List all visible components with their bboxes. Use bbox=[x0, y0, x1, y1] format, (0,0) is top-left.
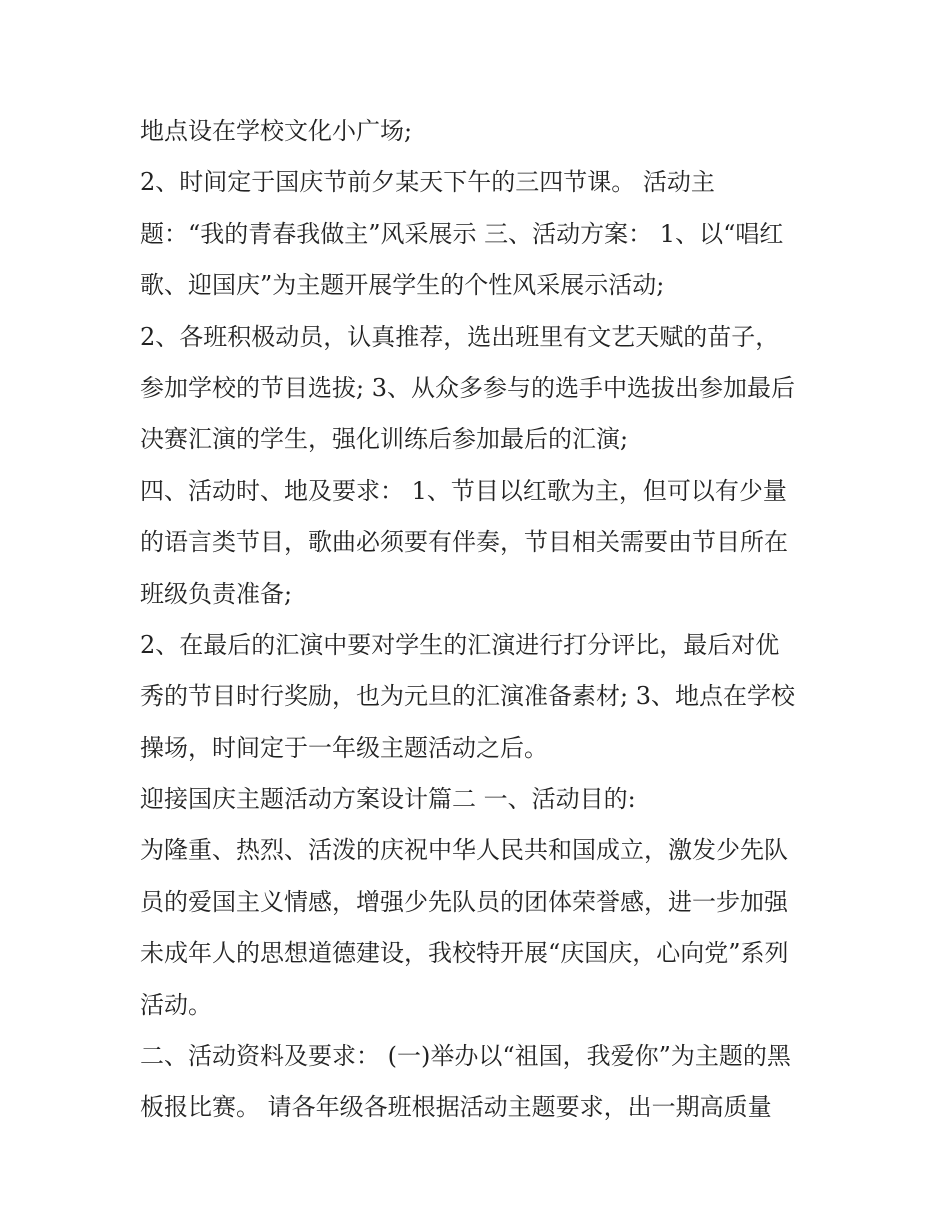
text-line: 二、活动资料及要求： (一)举办以“祖国，我爱你”为主题的黑 bbox=[140, 1042, 791, 1071]
text-line: 秀的节目时行奖励，也为元旦的汇演准备素材; 3、地点在学校 bbox=[140, 682, 795, 711]
section-heading: 迎接国庆主题活动方案设计篇二 一、活动目的: bbox=[140, 785, 636, 814]
text-line: 为隆重、热烈、活泼的庆祝中华人民共和国成立，激发少先队 bbox=[140, 836, 788, 865]
text-line: 板报比赛。 请各年级各班根据活动主题要求，出一期高质量 bbox=[140, 1093, 772, 1122]
text-line: 参加学校的节目选拔; 3、从众多参与的选手中选拔出参加最后 bbox=[140, 373, 795, 402]
text-line: 2、在最后的汇演中要对学生的汇演进行打分评比，最后对优 bbox=[140, 630, 780, 659]
text-line: 的语言类节目，歌曲必须要有伴奏，节目相关需要由节目所在 bbox=[140, 528, 788, 557]
text-line: 题：“我的青春我做主”风采展示 三、活动方案： 1、以“唱红 bbox=[140, 219, 784, 248]
text-line: 地点设在学校文化小广场; bbox=[140, 117, 413, 145]
text-line: 2、各班积极动员，认真推荐，选出班里有文艺天赋的苗子， bbox=[140, 322, 780, 351]
text-line: 2、时间定于国庆节前夕某天下午的三四节课。 活动主 bbox=[140, 168, 715, 197]
text-line: 决赛汇演的学生，强化训练后参加最后的汇演; bbox=[140, 425, 629, 454]
text-line: 活动。 bbox=[140, 990, 212, 1019]
body-text bbox=[140, 106, 820, 1134]
text-line: 操场，时间定于一年级主题活动之后。 bbox=[140, 733, 548, 762]
text-line: 员的爱国主义情感，增强少先队员的团体荣誉感，进一步加强 bbox=[140, 887, 788, 916]
text-line: 歌、迎国庆”为主题开展学生的个性风采展示活动; bbox=[140, 271, 665, 300]
text-line: 未成年人的思想道德建设，我校特开展“庆国庆，心向党”系列 bbox=[140, 939, 789, 968]
text-line: 四、活动时、地及要求： 1、节目以红歌为主，但可以有少量 bbox=[140, 476, 787, 505]
text-line: 班级负责准备; bbox=[140, 579, 293, 608]
